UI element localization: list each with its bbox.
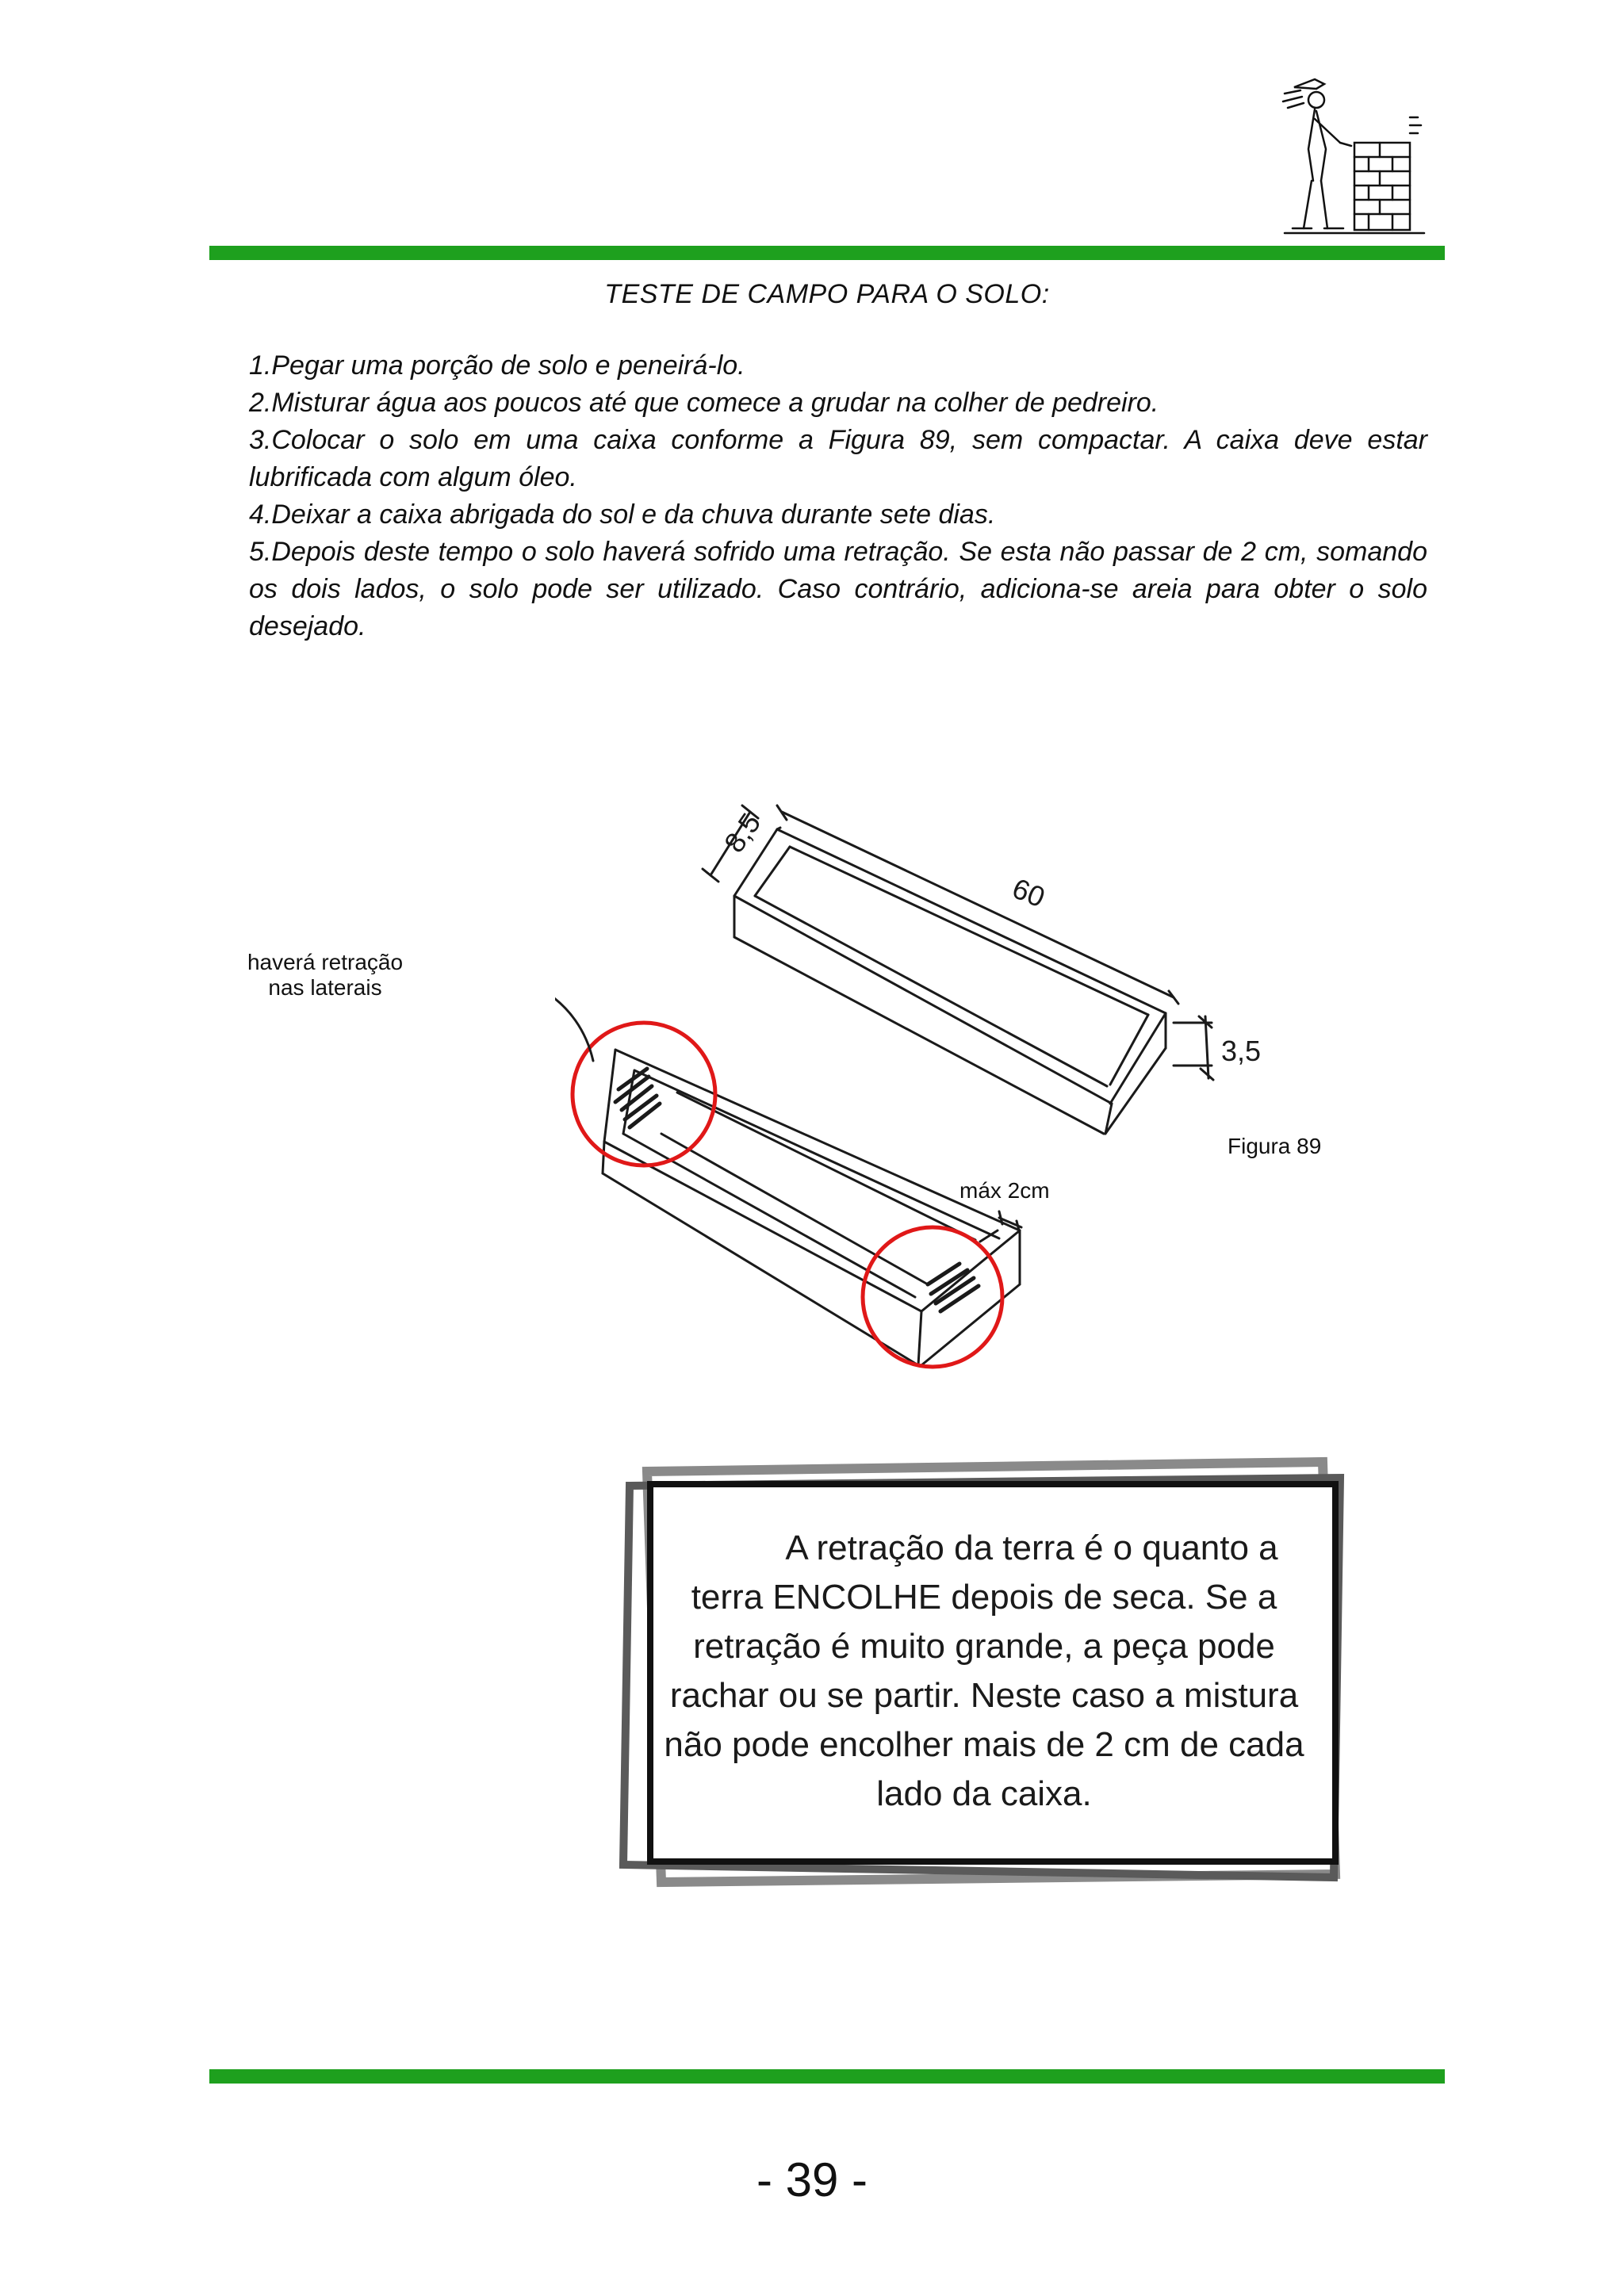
filled-box-drawing xyxy=(603,1050,1021,1365)
step-item: 5.Depois deste tempo o solo haverá sofrido uma retração. Se esta não passar de 2 cm, somando os dois lados, o solo pode ser utilizado. Caso contrário, adiciona-se areia para obter o solo desejado. xyxy=(249,537,1427,641)
max-shrink-label: máx 2cm xyxy=(959,1178,1050,1203)
section-title: TESTE DE CAMPO PARA O SOLO: xyxy=(604,279,1050,309)
callout-text xyxy=(655,1524,1313,1819)
step-item: 1.Pegar uma porção de solo e peneirá-lo. xyxy=(249,350,745,381)
worker-sketch-illustration xyxy=(1269,70,1427,238)
page-number: - 39 - xyxy=(756,2153,868,2206)
step-item: 2.Misturar água aos poucos até que comece a grudar na colher de pedreiro. xyxy=(249,388,1159,418)
callout-body: A retração da terra é o quanto a terra ENCOLHE depois de seca. Se a retração é muito grande, a peça pode rachar ou se partir. Neste caso a mistura não pode encolher mais de 2 cm de cada lado da caixa. xyxy=(664,1529,1304,1813)
empty-box-drawing xyxy=(703,806,1213,1134)
steps-list xyxy=(249,347,1427,645)
dimension-height-label: 3,5 xyxy=(1221,1035,1262,1067)
figure-89-box-sketch xyxy=(555,761,1308,1395)
dimension-width-label: 8,5 xyxy=(717,807,768,859)
dimension-length-label: 60 xyxy=(1008,871,1050,914)
step-item: 4.Deixar a caixa abrigada do sol e da chuva durante sete dias. xyxy=(249,499,996,530)
step-item: 3.Colocar o solo em uma caixa conforme a Figura 89, sem compactar. A caixa deve estar lubrificada com algum óleo. xyxy=(249,425,1427,492)
bottom-green-rule xyxy=(209,2069,1445,2084)
figure-caption: Figura 89 xyxy=(1228,1134,1322,1158)
shrink-note-label: haverá retração nas laterais xyxy=(247,950,404,1000)
right-shrink-highlight-circle xyxy=(863,1227,1002,1367)
top-green-rule xyxy=(209,246,1445,260)
